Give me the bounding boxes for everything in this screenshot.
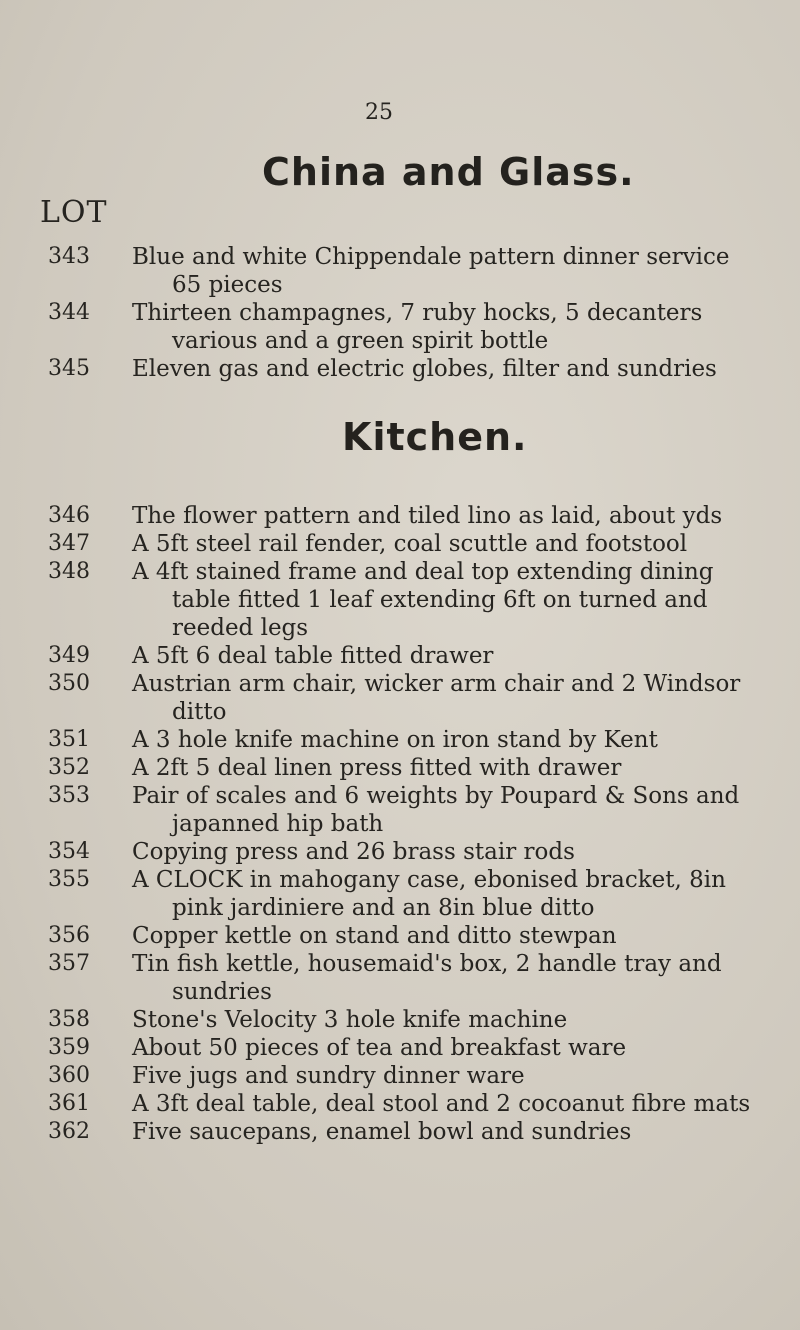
description-line: A 5ft steel rail fender, coal scuttle and footstool [132, 531, 688, 557]
description-continuation-line: ditto [172, 699, 227, 725]
lot-description [132, 243, 772, 299]
description-line: Thirteen champagnes, 7 ruby hocks, 5 decanters [132, 300, 703, 326]
lot-entry [0, 1034, 800, 1062]
lot-number: 356 [48, 923, 90, 948]
lot-number: 360 [48, 1063, 90, 1088]
lot-entry [0, 355, 800, 383]
lot-number: 347 [48, 531, 90, 556]
lot-description [132, 782, 772, 838]
description-continuation-line: table fitted 1 leaf extending 6ft on turned and [172, 587, 708, 613]
lot-description [132, 1090, 772, 1118]
description-line: Five jugs and sundry dinner ware [132, 1063, 525, 1089]
lot-entry [0, 502, 800, 530]
lot-description [132, 1006, 772, 1034]
lot-description [132, 558, 772, 642]
lot-entry [0, 642, 800, 670]
lot-number: 355 [48, 867, 90, 892]
kitchen-lot-list [0, 502, 800, 1146]
lot-number: 362 [48, 1119, 90, 1144]
lot-entry [0, 726, 800, 754]
description-continuation-line: 65 pieces [172, 272, 283, 298]
description-line: The flower pattern and tiled lino as laid, about yds [132, 503, 723, 529]
description-line: Eleven gas and electric globes, filter and sundries [132, 356, 717, 382]
lot-number: 352 [48, 755, 90, 780]
lot-entry [0, 299, 800, 355]
lot-description [132, 950, 772, 1006]
description-line: A 3 hole knife machine on iron stand by Kent [132, 727, 658, 753]
description-line: Stone's Velocity 3 hole knife machine [132, 1007, 568, 1033]
lot-number: 346 [48, 503, 90, 528]
lot-description [132, 922, 772, 950]
lot-description [132, 355, 772, 383]
lot-description [132, 866, 772, 922]
lot-number: 361 [48, 1091, 90, 1116]
description-line: Five saucepans, enamel bowl and sundries [132, 1119, 632, 1145]
description-continuation-line: japanned hip bath [172, 811, 384, 837]
lot-description [132, 670, 772, 726]
lot-entry [0, 950, 800, 1006]
description-line: Austrian arm chair, wicker arm chair and 2 Windsor [132, 671, 741, 697]
description-continuation-line: various and a green spirit bottle [172, 328, 549, 354]
lot-number: 358 [48, 1007, 90, 1032]
lot-entry [0, 782, 800, 838]
lot-description [132, 299, 772, 355]
lot-number: 349 [48, 643, 90, 668]
lot-description [132, 838, 772, 866]
lot-entry [0, 922, 800, 950]
lot-description [132, 726, 772, 754]
lot-entry [0, 866, 800, 922]
lot-description [132, 1034, 772, 1062]
description-line: About 50 pieces of tea and breakfast ware [132, 1035, 627, 1061]
section-title-china-and-glass: China and Glass. [262, 150, 635, 194]
description-line: A CLOCK in mahogany case, ebonised bracket, 8in [132, 867, 726, 893]
description-line: Pair of scales and 6 weights by Poupard & Sons and [132, 783, 740, 809]
lot-number: 348 [48, 559, 90, 584]
page-number: 25 [365, 100, 393, 125]
description-line: A 4ft stained frame and deal top extending dining [132, 559, 714, 585]
lot-entry [0, 1062, 800, 1090]
description-line: Blue and white Chippendale pattern dinner service [132, 244, 730, 270]
lot-description [132, 1118, 772, 1146]
description-line: A 5ft 6 deal table fitted drawer [132, 643, 494, 669]
lot-entry [0, 838, 800, 866]
lot-entry [0, 670, 800, 726]
section-title-kitchen: Kitchen. [342, 415, 528, 459]
description-line: Tin fish kettle, housemaid's box, 2 handle tray and [132, 951, 722, 977]
lot-entry [0, 1118, 800, 1146]
lot-number: 359 [48, 1035, 90, 1060]
lot-entry [0, 530, 800, 558]
lot-number: 354 [48, 839, 90, 864]
lot-description [132, 1062, 772, 1090]
description-line: A 3ft deal table, deal stool and 2 cocoanut fibre mats [132, 1091, 751, 1117]
description-continuation-line: pink jardiniere and an 8in blue ditto [172, 895, 595, 921]
lot-number: 357 [48, 951, 90, 976]
lot-number: 350 [48, 671, 90, 696]
description-line: Copying press and 26 brass stair rods [132, 839, 575, 865]
lot-number: 343 [48, 244, 90, 269]
china-and-glass-lot-list [0, 243, 800, 383]
lot-entry [0, 1090, 800, 1118]
lot-description [132, 502, 772, 530]
description-line: A 2ft 5 deal linen press fitted with drawer [132, 755, 622, 781]
description-line: Copper kettle on stand and ditto stewpan [132, 923, 617, 949]
description-continuation-line: sundries [172, 979, 272, 1005]
lot-number: 353 [48, 783, 90, 808]
lot-column-header: LOT [40, 195, 108, 230]
lot-entry [0, 754, 800, 782]
description-continuation-line: reeded legs [172, 615, 309, 641]
lot-description [132, 530, 772, 558]
lot-description [132, 642, 772, 670]
lot-number: 351 [48, 727, 90, 752]
lot-entry [0, 243, 800, 299]
lot-number: 345 [48, 356, 90, 381]
lot-description [132, 754, 772, 782]
lot-entry [0, 1006, 800, 1034]
lot-entry [0, 558, 800, 642]
lot-number: 344 [48, 300, 90, 325]
